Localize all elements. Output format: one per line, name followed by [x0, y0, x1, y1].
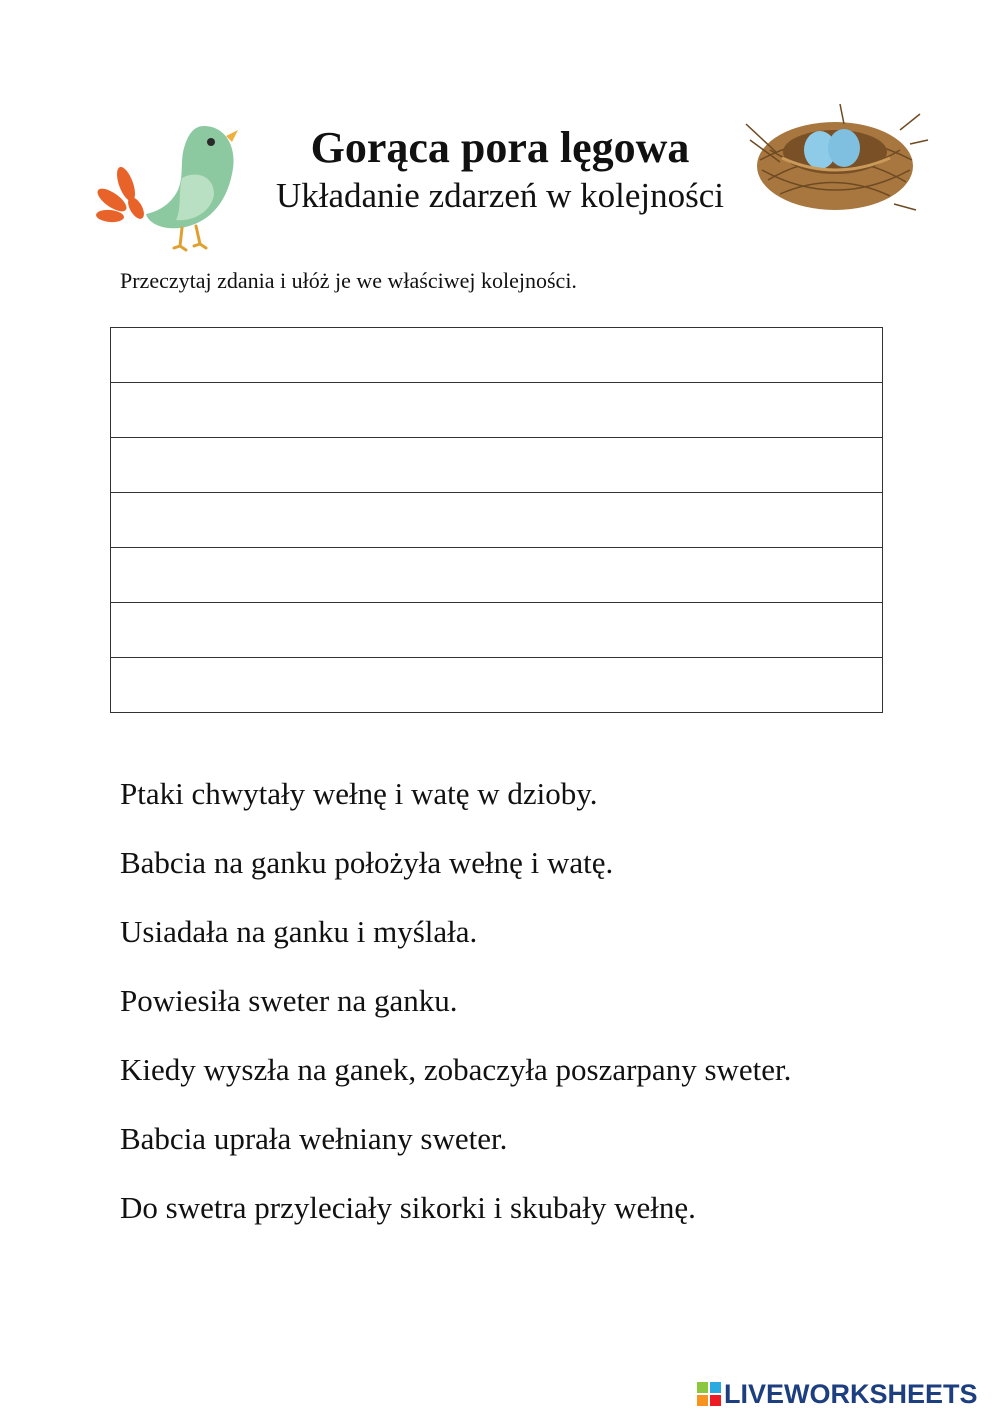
page-title: Gorąca pora lęgowa [310, 123, 690, 172]
answer-row[interactable] [111, 438, 883, 493]
answer-table [110, 327, 883, 713]
answer-row[interactable] [111, 548, 883, 603]
answer-row[interactable] [111, 493, 883, 548]
answer-cell[interactable] [111, 383, 883, 438]
sentence-item[interactable]: Babcia uprała wełniany sweter. [120, 1121, 508, 1156]
answer-row[interactable] [111, 658, 883, 713]
sentence-item[interactable]: Babcia na ganku położyła wełnę i watę. [120, 845, 614, 880]
instruction-text: Przeczytaj zdania i ułóż je we właściwej kolejności. [120, 268, 577, 293]
liveworksheets-logo-icon [697, 1382, 721, 1406]
answer-row[interactable] [111, 383, 883, 438]
answer-cell[interactable] [111, 548, 883, 603]
sentence-item[interactable]: Powiesiła sweter na ganku. [120, 983, 458, 1018]
answer-row[interactable] [111, 328, 883, 383]
answer-cell[interactable] [111, 493, 883, 548]
sentence-item[interactable]: Usiadała na ganku i myślała. [120, 914, 478, 949]
sentence-item[interactable]: Ptaki chwytały wełnę i watę w dzioby. [120, 776, 598, 811]
answer-row[interactable] [111, 603, 883, 658]
sentence-item[interactable]: Do swetra przyleciały sikorki i skubały wełnę. [120, 1190, 696, 1225]
answer-cell[interactable] [111, 658, 883, 713]
page-subtitle: Układanie zdarzeń w kolejności [275, 176, 724, 215]
sentence-list [120, 774, 791, 1257]
liveworksheets-brand [697, 1377, 978, 1411]
answer-cell[interactable] [111, 603, 883, 658]
answer-cell[interactable] [111, 438, 883, 493]
brand-text: LIVEWORKSHEETS [724, 1378, 978, 1409]
answer-cell[interactable] [111, 328, 883, 383]
sentence-item[interactable]: Kiedy wyszła na ganek, zobaczyła poszarpany sweter. [120, 1052, 792, 1087]
